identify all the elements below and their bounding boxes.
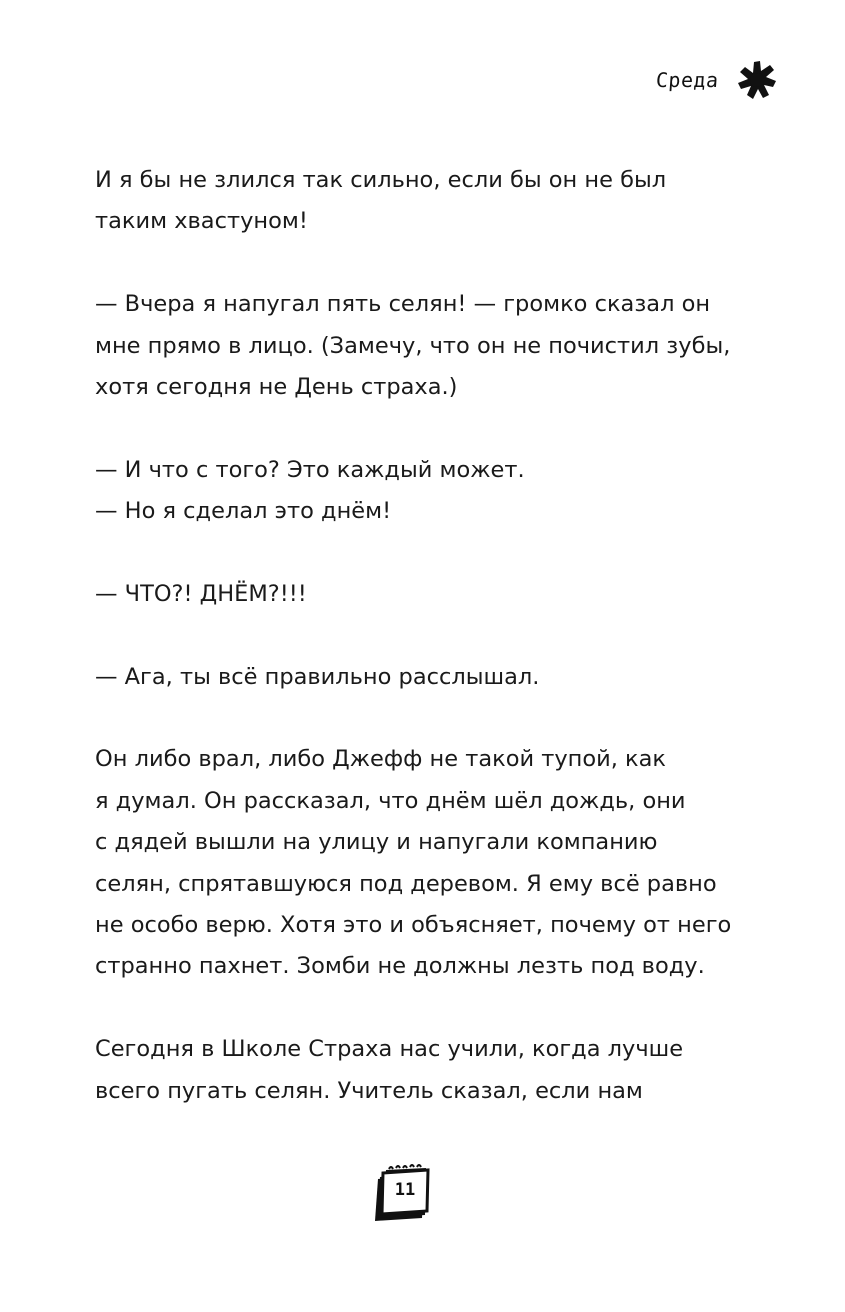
text-line: И я бы не злился так сильно, если бы он не был xyxy=(95,167,667,193)
page-number: 11 xyxy=(394,1180,416,1200)
day-label: Среда xyxy=(655,68,720,92)
text-line: — ЧТО?! ДНЁМ?!!! xyxy=(95,580,307,607)
page-number-badge xyxy=(372,1163,434,1225)
text-line: всего пугать селян. Учитель сказал, если нам xyxy=(95,1077,643,1104)
page-header xyxy=(656,60,777,100)
text-line: селян, спрятавшуюся под деревом. Я ему всё равно xyxy=(95,870,717,897)
text-line: Сегодня в Школе Страха нас учили, когда лучше xyxy=(95,1036,684,1063)
text-line: — Но я сделал это днём! xyxy=(95,498,392,525)
text-line: таким хвастуном! xyxy=(95,208,308,235)
ink-blot-icon xyxy=(737,60,777,100)
text-line: — И что с того? Это каждый может. xyxy=(95,456,525,483)
text-line: — Вчера я напугал пять селян! — громко сказал он xyxy=(95,291,711,318)
text-line: Он либо врал, либо Джефф не такой тупой, как xyxy=(95,746,667,773)
text-line: хотя сегодня не День страха.) xyxy=(95,373,458,400)
text-line: я думал. Он рассказал, что днём шёл дождь, они xyxy=(95,787,686,814)
text-line: — Ага, ты всё правильно расслышал. xyxy=(95,663,540,690)
text-line: странно пахнет. Зомби не должны лезть под воду. xyxy=(95,953,705,980)
text-line: не особо верю. Хотя это и объясняет, почему от него xyxy=(95,912,732,939)
text-line: с дядей вышли на улицу и напугали компанию xyxy=(95,829,658,856)
body-text xyxy=(95,160,755,1112)
text-line: мне прямо в лицо. (Замечу, что он не почистил зубы, xyxy=(95,332,731,359)
